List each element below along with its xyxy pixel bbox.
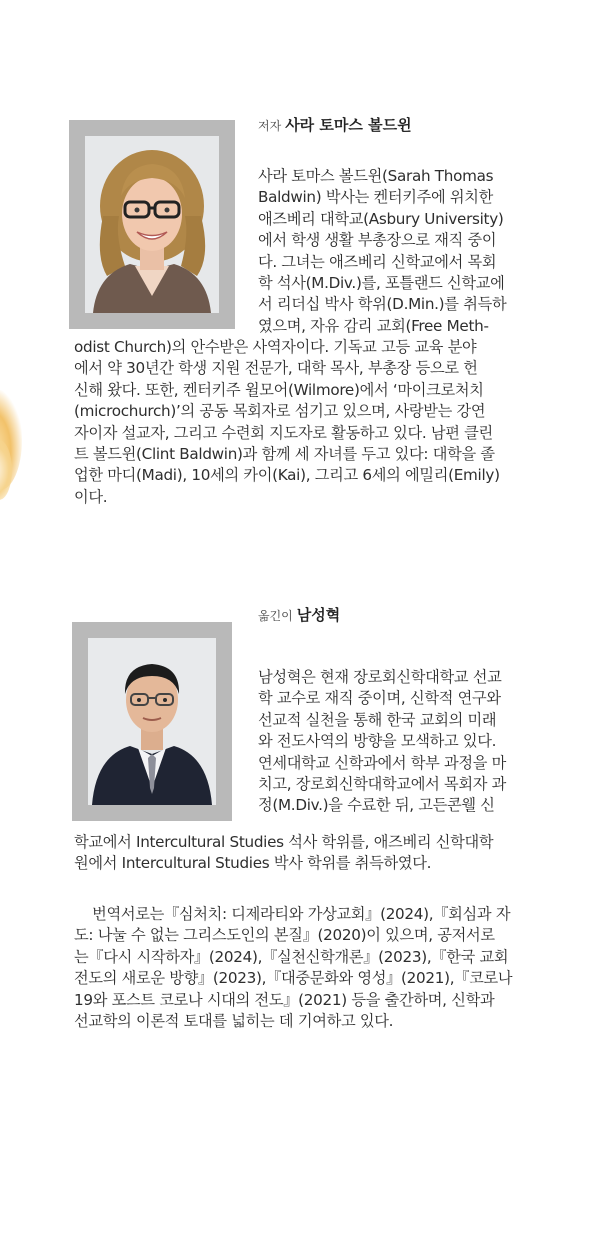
- translator-heading: [258, 604, 340, 625]
- translator-role-label: 옮긴이: [258, 609, 293, 623]
- author-photo-frame: [69, 120, 235, 329]
- bio-line: odist Church)의 안수받은 사역자이다. 기독교 고등 교육 분야: [74, 338, 477, 356]
- bio-line: 원에서 Intercultural Studies 박사 학위를 취득하였다.: [74, 854, 432, 873]
- bio-line: 였으며, 자유 감리 교회(Free Meth-: [258, 316, 489, 335]
- bio-line: 연세대학교 신학과에서 학부 과정을 마: [258, 753, 507, 772]
- bio-line: 서 리더십 박사 학위(D.Min.)를 취득하: [258, 295, 507, 314]
- translator-photo: [88, 638, 216, 805]
- translator-bio-top: [258, 667, 506, 817]
- bio-line: 학 교수로 재직 중이며, 신학적 연구와: [258, 689, 501, 708]
- translator-bio-bottom: [74, 832, 493, 875]
- bio-line: 학 석사(M.Div.)를, 포틀랜드 신학교에: [258, 274, 505, 293]
- works-line: 전도의 새로운 방향』(2023),『대중문화와 영성』(2021),『코로나: [74, 969, 513, 988]
- bio-line: 이다.: [74, 487, 108, 506]
- bio-line: 에서 학생 생활 부총장으로 재직 중이: [258, 231, 497, 250]
- works-line: 는『다시 시작하자』(2024),『실천신학개론』(2023),『한국 교회: [74, 947, 509, 966]
- translator-name: 남성혁: [296, 606, 341, 624]
- bio-line: 에서 약 30년간 학생 지원 전문가, 대학 목사, 부총장 등으로 헌: [74, 359, 478, 378]
- works-line: 선교학의 이론적 토대를 넓히는 데 기여하고 있다.: [74, 1012, 394, 1031]
- author-heading: [258, 114, 412, 135]
- author-bio-bottom: [74, 337, 500, 508]
- bio-line: Baldwin) 박사는 켄터키주에 위치한: [258, 188, 494, 207]
- works-line: 19와 포스트 코로나 시대의 전도』(2021) 등을 출간하며, 신학과: [74, 990, 495, 1009]
- author-bio-top: [258, 166, 506, 337]
- author-name: 사라 토마스 볼드윈: [285, 116, 412, 134]
- bio-line: (microchurch)’의 공동 목회자로 섬기고 있으며, 사랑받는 강연: [74, 402, 486, 421]
- bio-line: 다. 그녀는 애즈베리 신학교에서 목회: [258, 252, 497, 271]
- bio-line: 치고, 장로회신학대학교에서 목회자 과: [258, 775, 507, 794]
- bio-line: 애즈베리 대학교(Asbury University): [258, 209, 504, 228]
- translator-works: [74, 904, 512, 1032]
- translator-photo-frame: [72, 622, 232, 821]
- bio-line: 남성혁은 현재 장로회신학대학교 선교: [258, 668, 502, 686]
- bio-line: 와 전도사역의 방향을 모색하고 있다.: [258, 732, 497, 751]
- bio-line: 신해 왔다. 또한, 켄터키주 윌모어(Wilmore)에서 ‘마이크로처치: [74, 380, 484, 399]
- bio-line: 업한 마디(Madi), 10세의 카이(Kai), 그리고 6세의 에밀리(Emily): [74, 466, 500, 485]
- author-role-label: 저자: [258, 119, 282, 133]
- bio-line: 자이자 설교자, 그리고 수련회 지도자로 활동하고 있다. 남편 클린: [74, 423, 493, 442]
- bio-line: 선교적 실천을 통해 한국 교회의 미래: [258, 710, 497, 729]
- translator-portrait-image: [88, 638, 216, 805]
- works-line: 도: 나눌 수 없는 그리스도인의 본질』(2020)이 있으며, 공저서로: [74, 926, 495, 945]
- bio-line: 정(M.Div.)을 수료한 뒤, 고든콘웰 신: [258, 796, 495, 815]
- works-line: 번역서로는『심처치: 디제라티와 가상교회』(2024),『회심과 자: [74, 905, 511, 923]
- bio-line: 사라 토마스 볼드윈(Sarah Thomas: [258, 167, 494, 185]
- bio-line: 트 볼드윈(Clint Baldwin)과 함께 세 자녀를 두고 있다: 대학을 졸: [74, 445, 495, 464]
- author-photo: [85, 136, 219, 313]
- bio-line: 학교에서 Intercultural Studies 석사 학위를, 애즈베리 신학대학: [74, 833, 494, 851]
- author-portrait-image: [85, 136, 219, 313]
